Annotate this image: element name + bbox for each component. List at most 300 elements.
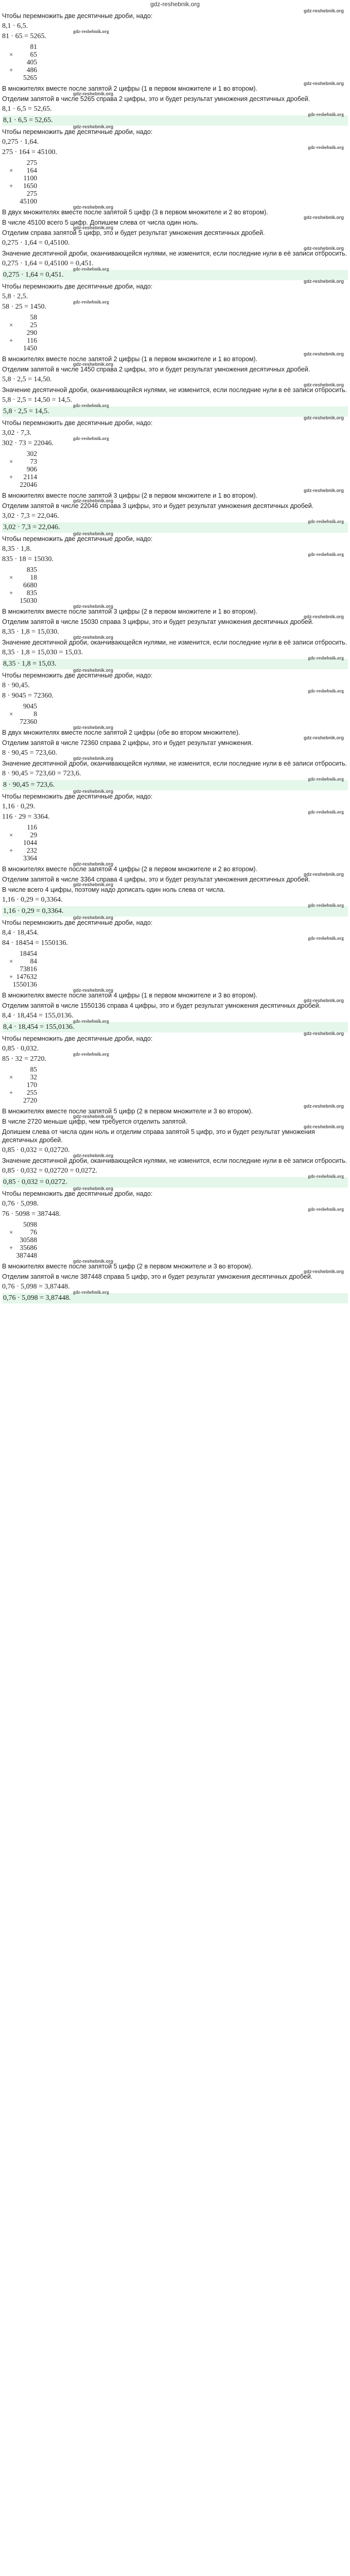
column-row	[9, 823, 71, 831]
simplified-result	[2, 1167, 348, 1175]
watermark: gdz-reshebnik.org	[303, 1269, 344, 1274]
explanation-note-text: Отделим запятой в числе 15030 справа 3 цифры, это и будет результат умножения десятичных дробей.	[2, 618, 314, 625]
column-row	[9, 159, 71, 166]
explanation-note	[2, 351, 348, 363]
column-value: 65	[30, 50, 37, 58]
column-value: 116	[27, 823, 37, 831]
explanation-note	[2, 735, 348, 747]
explanation-note	[2, 604, 348, 616]
intermediate-result	[2, 239, 348, 247]
problem-expression-text: 8,4 · 18,454.	[2, 929, 39, 937]
final-answer-text: 3,02 · 7,3 = 22,046.	[3, 523, 60, 531]
integer-product-text: 58 · 25 = 1450.	[2, 303, 47, 311]
column-row	[9, 1065, 71, 1073]
final-answer-text: 8,4 · 18,454 = 155,0136.	[3, 1023, 75, 1031]
intermediate-result	[2, 1146, 348, 1155]
explanation-note	[2, 1104, 348, 1115]
problem-expression-text: 8 · 90,45.	[2, 682, 30, 689]
column-value: 835	[26, 589, 37, 597]
final-answer	[2, 112, 348, 126]
column-value: 1650	[23, 182, 37, 190]
watermark: gdz-reshebnik.org	[73, 29, 109, 34]
section-title	[2, 124, 348, 136]
problem-expression-text: 8,1 · 6,5.	[2, 22, 28, 30]
column-value: 25	[30, 321, 37, 329]
watermark: gdz-reshebnik.org	[73, 403, 109, 408]
watermark: gdz-reshebnik.org	[73, 266, 109, 272]
column-multiplication	[9, 43, 71, 81]
column-value: 302	[26, 450, 37, 457]
column-row	[9, 450, 71, 457]
watermark: gdz-reshebnik.org	[73, 362, 114, 367]
explanation-note-text: Значение десятичной дроби, оканчивающейся нулями, не изменится, если последние нули в её записи отбросить.	[2, 760, 347, 767]
column-value: 835	[26, 566, 37, 573]
plus-sign: +	[9, 846, 13, 854]
problem-expression	[2, 293, 348, 301]
section-title	[2, 531, 348, 543]
column-row	[9, 50, 71, 58]
problem-expression	[2, 22, 348, 30]
explanation-note	[2, 1124, 348, 1144]
column-multiplication	[9, 159, 71, 205]
multiply-sign: ×	[9, 573, 13, 581]
solution-content	[0, 8, 350, 1303]
problem-expression-text: 0,85 · 0,032.	[2, 1045, 39, 1053]
explanation-note	[2, 362, 348, 374]
integer-product	[2, 436, 348, 448]
simplified-result-text: 8,35 · 1,8 = 15,030 = 15,03.	[2, 649, 83, 656]
column-multiplication	[9, 1221, 71, 1259]
explanation-note	[2, 246, 348, 258]
watermark: gdz-reshebnik.org	[308, 776, 344, 782]
explanation-note	[2, 988, 348, 999]
explanation-note-text: Значение десятичной дроби, оканчивающейся нулями, не изменится, если последние нули в её записи отбросить.	[2, 386, 347, 394]
column-value: 30588	[20, 1236, 37, 1244]
explanation-note-text: В двух множителях вместе после запятой 2 цифры (обе во втором множителе).	[2, 729, 240, 736]
column-row	[9, 1221, 71, 1228]
explanation-note-text: Отделим запятой в числе 1450 справа 2 цифры, это и будет результат умножения десятичных дробей.	[2, 366, 310, 373]
column-multiplication	[9, 313, 71, 352]
column-multiplication	[9, 950, 71, 988]
plus-sign: +	[9, 1089, 13, 1096]
intermediate-result	[2, 1283, 348, 1291]
problem-expression-text: 5,8 · 2,5.	[2, 293, 28, 300]
watermark: gdz-reshebnik.org	[73, 91, 114, 96]
watermark: gdz-reshebnik.org	[303, 8, 344, 13]
explanation-note	[2, 382, 348, 394]
watermark: gdz-reshebnik.org	[73, 1019, 109, 1024]
watermark: gdz-reshebnik.org	[308, 655, 344, 660]
column-row	[9, 965, 71, 973]
integer-product-text: 81 · 65 = 5265.	[2, 32, 47, 40]
column-value: 73	[30, 457, 37, 465]
watermark: gdz-reshebnik.org	[303, 998, 344, 1003]
section-title-text: Чтобы перемножить две десятичные дроби, надо:	[2, 919, 153, 926]
multiply-sign: ×	[9, 1228, 13, 1236]
watermark: gdz-reshebnik.org	[73, 1290, 109, 1295]
explanation-note-text: Отделим запятой в числе 387448 справа 5 цифр, это и будет результат умножения десятичных дробей.	[2, 1273, 313, 1280]
multiply-sign: ×	[9, 710, 13, 718]
column-row	[9, 581, 71, 589]
intermediate-result-text: 0,275 · 1,64 = 0,45100.	[2, 239, 70, 247]
column-value: 15030	[20, 597, 37, 604]
integer-product-text: 8 · 9045 = 72360.	[2, 692, 54, 700]
simplified-result	[2, 396, 348, 404]
column-value: 290	[26, 329, 37, 336]
column-value: 5098	[23, 1221, 37, 1228]
section-title-text: Чтобы перемножить две десятичные дроби, надо:	[2, 12, 153, 20]
column-value: 232	[26, 846, 37, 854]
explanation-note-text: В множителях вместе после запятой 5 цифр (2 в первом множителе и 3 во втором).	[2, 1108, 253, 1115]
plus-sign: +	[9, 589, 13, 597]
column-row	[9, 344, 71, 352]
problem-expression	[2, 929, 348, 937]
integer-product-text: 116 · 29 = 3364.	[2, 813, 50, 821]
watermark: gdz-reshebnik.org	[73, 756, 114, 761]
watermark: gdz-reshebnik.org	[303, 279, 344, 284]
watermark: gdz-reshebnik.org	[73, 225, 114, 230]
explanation-note-text: Отделим запятой в числе 22046 справа 3 цифры, это и будет результат умножения десятичных дробей.	[2, 502, 314, 510]
watermark: gdz-reshebnik.org	[303, 614, 344, 619]
watermark: gdz-reshebnik.org	[73, 604, 114, 609]
column-row	[9, 1073, 71, 1081]
column-row	[9, 473, 71, 481]
watermark: gdz-reshebnik.org	[303, 488, 344, 493]
watermark: gdz-reshebnik.org	[308, 1207, 344, 1212]
watermark: gdz-reshebnik.org	[73, 436, 109, 441]
section-title-text: Чтобы перемножить две десятичные дроби, надо:	[2, 1035, 153, 1042]
column-row	[9, 182, 71, 190]
column-row	[9, 457, 71, 465]
watermark: gdz-reshebnik.org	[303, 415, 344, 420]
column-value: 72360	[20, 718, 37, 725]
column-row	[9, 702, 71, 710]
section-title	[2, 668, 348, 680]
column-value: 58	[30, 313, 37, 321]
watermark: gdz-reshebnik.org	[73, 915, 114, 920]
column-value: 18454	[20, 950, 37, 957]
column-row	[9, 854, 71, 862]
watermark: gdz-reshebnik.org	[73, 789, 114, 794]
integer-product	[2, 688, 348, 700]
watermark: gdz-reshebnik.org	[73, 668, 114, 673]
column-row	[9, 957, 71, 965]
column-value: 255	[26, 1089, 37, 1096]
explanation-note-text: Значение десятичной дроби, оканчивающейся нулями, не изменится, если последние нули в её записи отбросить.	[2, 639, 347, 646]
column-row	[9, 1251, 71, 1259]
problem-expression	[2, 545, 348, 553]
column-row	[9, 336, 71, 344]
integer-product	[2, 299, 348, 311]
column-value: 2720	[23, 1096, 37, 1104]
explanation-note-text: В множителях вместе после запятой 2 цифры (1 в первом множителе и 1 во втором).	[2, 355, 258, 363]
column-row	[9, 831, 71, 839]
final-answer	[2, 776, 348, 790]
column-multiplication	[9, 823, 71, 862]
column-value: 170	[26, 1081, 37, 1089]
intermediate-result	[2, 628, 348, 636]
column-row	[9, 190, 71, 197]
watermark: gdz-reshebnik.org	[303, 81, 344, 86]
explanation-note-text: В множителях вместе после запятой 3 цифры (2 в первом множителе и 1 во втором).	[2, 492, 258, 499]
explanation-note-text: В множителях вместе после запятой 2 цифры (1 в первом множителе и 1 во втором).	[2, 85, 258, 92]
column-row	[9, 1081, 71, 1089]
plus-sign: +	[9, 473, 13, 481]
explanation-note	[2, 205, 348, 216]
site-name[interactable]: gdz-reshebnik.org	[150, 1, 200, 8]
intermediate-result-text: 5,8 · 2,5 = 14,50.	[2, 376, 52, 383]
explanation-note-text: Отделим запятой в числе 3364 справа 4 цифры, это и будет результат умножения десятичных дробей.	[2, 876, 310, 883]
column-value: 1550136	[12, 980, 37, 988]
final-answer	[2, 1290, 348, 1303]
multiply-sign: ×	[9, 321, 13, 329]
intermediate-result	[2, 1012, 348, 1020]
watermark: gdz-reshebnik.org	[73, 635, 114, 640]
integer-product-text: 835 · 18 = 15030.	[2, 555, 54, 563]
final-answer	[2, 1174, 348, 1188]
section-title	[2, 915, 348, 927]
column-value: 405	[26, 58, 37, 66]
column-value: 2114	[23, 473, 37, 481]
column-row	[9, 589, 71, 597]
column-value: 275	[26, 159, 37, 166]
intermediate-result-text: 8 · 90,45 = 723,60.	[2, 749, 58, 757]
explanation-note-text: В множителях вместе после запятой 3 цифры (2 в первом множителе и 1 во втором).	[2, 608, 258, 615]
column-value: 8	[33, 710, 37, 718]
explanation-note	[2, 225, 348, 237]
watermark: gdz-reshebnik.org	[73, 531, 114, 536]
column-value: 1450	[23, 344, 37, 352]
section-title-text: Чтобы перемножить две десятичные дроби, надо:	[2, 535, 153, 543]
column-row	[9, 566, 71, 573]
final-answer	[2, 655, 348, 669]
column-value: 29	[30, 831, 37, 839]
watermark: gdz-reshebnik.org	[303, 215, 344, 220]
simplified-result-text: 0,85 · 0,032 = 0,02720 = 0,0272.	[2, 1167, 97, 1175]
section-title	[2, 789, 348, 801]
intermediate-result	[2, 512, 348, 520]
final-answer	[2, 903, 348, 917]
column-row	[9, 973, 71, 980]
watermark: gdz-reshebnik.org	[303, 1104, 344, 1109]
problem-expression	[2, 1045, 348, 1053]
multiply-sign: ×	[9, 457, 13, 465]
final-answer-text: 1,16 · 0,29 = 0,3364.	[3, 907, 64, 915]
explanation-note	[2, 882, 348, 894]
intermediate-result	[2, 896, 348, 904]
watermark: gdz-reshebnik.org	[73, 1259, 114, 1264]
column-value: 1044	[23, 839, 37, 846]
column-row	[9, 597, 71, 604]
explanation-note-text: В двух множителях вместе после запятой 5 цифр (3 в первом множителе и 2 во втором).	[2, 209, 268, 216]
explanation-note-text: В множителях вместе после запятой 4 цифры (1 в первом множителе и 3 во втором).	[2, 992, 258, 999]
section-title	[2, 279, 348, 291]
column-multiplication	[9, 566, 71, 604]
column-row	[9, 329, 71, 336]
integer-product-text: 302 · 73 = 22046.	[2, 439, 54, 447]
column-multiplication	[9, 1065, 71, 1104]
explanation-note	[2, 614, 348, 626]
intermediate-result-text: 8,35 · 1,8 = 15,030.	[2, 628, 59, 636]
explanation-note-text: В множителях вместе после запятой 4 цифры (2 в первом множителе и 2 во втором).	[2, 866, 258, 873]
column-row	[9, 321, 71, 329]
watermark: gdz-reshebnik.org	[303, 246, 344, 251]
explanation-note-text: Значение десятичной дроби, оканчивающейся нулями, не изменится, если последние нули в её записи отбросить.	[2, 1157, 347, 1164]
column-row	[9, 43, 71, 50]
intermediate-result-text: 0,85 · 0,032 = 0,02720.	[2, 1146, 70, 1154]
column-value: 35686	[20, 1244, 37, 1251]
watermark: gdz-reshebnik.org	[308, 145, 344, 150]
column-value: 116	[27, 336, 37, 344]
watermark: gdz-reshebnik.org	[303, 382, 344, 387]
watermark: gdz-reshebnik.org	[308, 552, 344, 557]
column-value: 1100	[23, 174, 37, 182]
explanation-note-text: В числе 45100 всего 5 цифр. Допишем слева от числа один ноль.	[2, 219, 199, 226]
watermark: gdz-reshebnik.org	[73, 498, 114, 503]
watermark: gdz-reshebnik.org	[73, 882, 114, 887]
final-answer-text: 8,35 · 1,8 = 15,03.	[3, 660, 57, 668]
problem-expression	[2, 1200, 348, 1208]
problem-expression	[2, 429, 348, 437]
column-row	[9, 197, 71, 205]
explanation-note	[2, 725, 348, 737]
watermark: gdz-reshebnik.org	[303, 1031, 344, 1036]
final-answer-text: 0,76 · 5,098 = 3,87448.	[3, 1294, 71, 1302]
final-answer-text: 5,8 · 2,5 = 14,5.	[3, 408, 49, 415]
watermark: gdz-reshebnik.org	[308, 809, 344, 815]
explanation-note	[2, 81, 348, 93]
integer-product	[2, 552, 348, 564]
integer-product-text: 85 · 32 = 2720.	[2, 1055, 47, 1063]
column-value: 81	[30, 43, 37, 50]
column-value: 84	[30, 957, 37, 965]
column-value: 5265	[23, 74, 37, 81]
column-value: 73816	[20, 965, 37, 973]
column-row	[9, 846, 71, 854]
explanation-note	[2, 1259, 348, 1270]
column-row	[9, 1089, 71, 1096]
simplified-result	[2, 770, 348, 778]
intermediate-result-text: 8,4 · 18,454 = 155,0136.	[2, 1012, 74, 1020]
explanation-note	[2, 998, 348, 1010]
watermark: gdz-reshebnik.org	[308, 112, 344, 117]
problem-expression-text: 0,275 · 1,64.	[2, 138, 39, 146]
intermediate-result-text: 3,02 · 7,3 = 22,046.	[2, 512, 59, 520]
column-value: 6680	[23, 581, 37, 589]
plus-sign: +	[9, 336, 13, 344]
final-answer	[2, 403, 348, 417]
site-header	[0, 0, 350, 10]
watermark: gdz-reshebnik.org	[308, 688, 344, 693]
final-answer	[2, 1019, 348, 1032]
column-value: 387448	[16, 1251, 37, 1259]
watermark: gdz-reshebnik.org	[73, 988, 114, 993]
watermark: gdz-reshebnik.org	[303, 872, 344, 877]
integer-product	[2, 936, 348, 947]
explanation-note	[2, 488, 348, 500]
section-title-text: Чтобы перемножить две десятичные дроби, надо:	[2, 419, 153, 427]
final-answer	[2, 519, 348, 533]
multiply-sign: ×	[9, 166, 13, 174]
watermark: gdz-reshebnik.org	[308, 1174, 344, 1179]
watermark: gdz-reshebnik.org	[303, 351, 344, 357]
column-row	[9, 313, 71, 321]
problem-expression-text: 0,76 · 5,098.	[2, 1200, 39, 1208]
column-row	[9, 718, 71, 725]
explanation-note	[2, 498, 348, 510]
intermediate-result	[2, 376, 348, 384]
column-row	[9, 74, 71, 81]
integer-product	[2, 29, 348, 41]
problem-expression-text: 8,35 · 1,8.	[2, 545, 32, 553]
column-value: 147632	[16, 973, 37, 980]
explanation-note-text: Отделим запятой в числе 72360 справа 2 цифры, это и будет результат умножения.	[2, 739, 253, 747]
column-row	[9, 1236, 71, 1244]
watermark: gdz-reshebnik.org	[73, 1114, 114, 1119]
column-row	[9, 1096, 71, 1104]
simplified-result-text: 5,8 · 2,5 = 14,50 = 14,5.	[2, 396, 72, 404]
watermark: gdz-reshebnik.org	[308, 519, 344, 524]
multiply-sign: ×	[9, 957, 13, 965]
watermark: gdz-reshebnik.org	[73, 861, 114, 867]
column-row	[9, 166, 71, 174]
integer-product	[2, 1052, 348, 1063]
column-multiplication	[9, 450, 71, 488]
integer-product	[2, 1207, 348, 1218]
column-row	[9, 950, 71, 957]
final-answer	[2, 266, 348, 280]
final-answer-text: 0,275 · 1,64 = 0,451.	[3, 271, 64, 279]
simplified-result	[2, 260, 348, 268]
watermark: gdz-reshebnik.org	[73, 1052, 109, 1057]
column-value: 906	[26, 465, 37, 473]
explanation-note-text: В множителях вместе после запятой 5 цифр (2 в первом множителе и 3 во втором).	[2, 1263, 253, 1270]
watermark: gdz-reshebnik.org	[308, 903, 344, 908]
multiply-sign: ×	[9, 50, 13, 58]
watermark: gdz-reshebnik.org	[308, 936, 344, 941]
section-title-text: Чтобы перемножить две десятичные дроби, надо:	[2, 672, 153, 679]
watermark: gdz-reshebnik.org	[303, 1124, 344, 1129]
explanation-note	[2, 1269, 348, 1281]
plus-sign: +	[9, 973, 13, 980]
column-value: 85	[30, 1065, 37, 1073]
intermediate-result-text: 1,16 · 0,29 = 0,3364.	[2, 896, 63, 904]
integer-product-text: 275 · 164 = 45100.	[2, 148, 58, 156]
simplified-result-text: 8 · 90,45 = 723,60 = 723,6.	[2, 770, 81, 777]
column-multiplication	[9, 702, 71, 725]
final-answer-text: 8,1 · 6,5 = 52,65.	[3, 116, 53, 124]
explanation-note-text: Отделим запятой в числе 5265 справа 2 цифры, это и будет результат умножения десятичных дробей.	[2, 95, 310, 103]
column-row	[9, 174, 71, 182]
intermediate-result	[2, 105, 348, 113]
simplified-result	[2, 649, 348, 657]
explanation-note-text: В числе всего 4 цифры, поэтому надо дописать один ноль слева от числа.	[2, 886, 225, 893]
watermark: gdz-reshebnik.org	[73, 299, 109, 304]
final-answer-text: 8 · 90,45 = 723,6.	[3, 781, 55, 789]
section-title	[2, 8, 348, 20]
explanation-note	[2, 872, 348, 884]
plus-sign: +	[9, 1244, 13, 1251]
explanation-note	[2, 91, 348, 103]
integer-product	[2, 145, 348, 157]
column-row	[9, 481, 71, 488]
watermark: gdz-reshebnik.org	[73, 1186, 114, 1191]
multiply-sign: ×	[9, 1073, 13, 1081]
column-row	[9, 839, 71, 846]
watermark: gdz-reshebnik.org	[73, 124, 114, 129]
explanation-note-text: Значение десятичной дроби, оканчивающейся нулями, не изменится, если последние нули в её записи отбросить.	[2, 250, 347, 257]
problem-expression-text: 3,02 · 7,3.	[2, 429, 32, 437]
